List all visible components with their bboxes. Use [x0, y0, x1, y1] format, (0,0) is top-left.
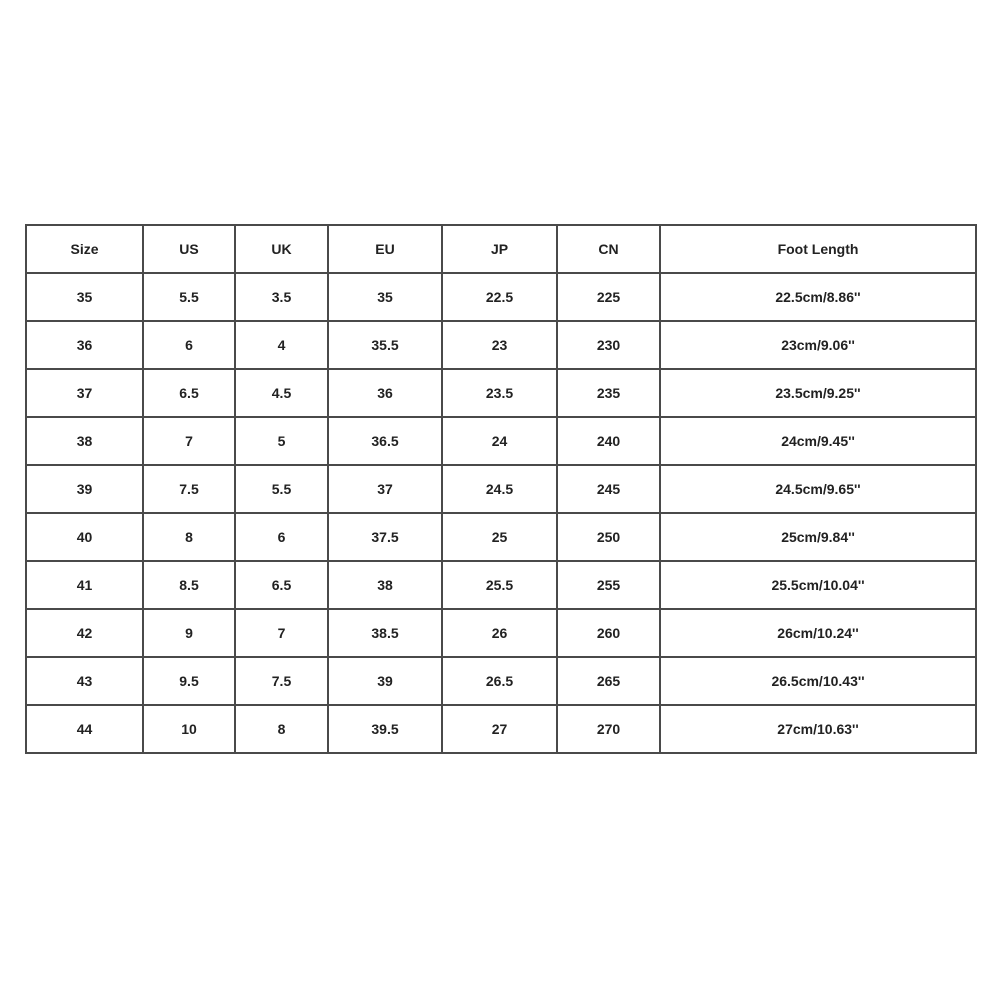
cell-us: 9.5	[143, 657, 235, 705]
cell-size: 44	[26, 705, 143, 753]
cell-eu: 35.5	[328, 321, 442, 369]
cell-eu: 39.5	[328, 705, 442, 753]
cell-cn: 260	[557, 609, 660, 657]
header-cn: CN	[557, 225, 660, 273]
cell-uk: 8	[235, 705, 328, 753]
cell-eu: 36.5	[328, 417, 442, 465]
cell-cn: 230	[557, 321, 660, 369]
cell-uk: 3.5	[235, 273, 328, 321]
cell-foot-length: 26.5cm/10.43''	[660, 657, 976, 705]
cell-us: 5.5	[143, 273, 235, 321]
cell-cn: 245	[557, 465, 660, 513]
table-row	[26, 465, 976, 513]
cell-jp: 23	[442, 321, 557, 369]
cell-us: 9	[143, 609, 235, 657]
cell-cn: 255	[557, 561, 660, 609]
cell-jp: 26.5	[442, 657, 557, 705]
size-chart-table	[25, 224, 977, 754]
table-row	[26, 369, 976, 417]
cell-us: 8	[143, 513, 235, 561]
cell-jp: 22.5	[442, 273, 557, 321]
cell-size: 36	[26, 321, 143, 369]
header-row	[26, 225, 976, 273]
cell-us: 6.5	[143, 369, 235, 417]
cell-cn: 225	[557, 273, 660, 321]
header-uk: UK	[235, 225, 328, 273]
cell-cn: 240	[557, 417, 660, 465]
table-row	[26, 513, 976, 561]
table-row	[26, 657, 976, 705]
cell-jp: 25.5	[442, 561, 557, 609]
table-row	[26, 609, 976, 657]
cell-cn: 250	[557, 513, 660, 561]
cell-eu: 36	[328, 369, 442, 417]
cell-eu: 38.5	[328, 609, 442, 657]
header-foot-length: Foot Length	[660, 225, 976, 273]
cell-eu: 37	[328, 465, 442, 513]
table-body	[26, 273, 976, 753]
table-row	[26, 321, 976, 369]
cell-uk: 4.5	[235, 369, 328, 417]
table-row	[26, 561, 976, 609]
cell-foot-length: 25.5cm/10.04''	[660, 561, 976, 609]
cell-uk: 4	[235, 321, 328, 369]
table-header	[26, 225, 976, 273]
cell-uk: 6	[235, 513, 328, 561]
cell-uk: 7	[235, 609, 328, 657]
cell-foot-length: 22.5cm/8.86''	[660, 273, 976, 321]
cell-size: 43	[26, 657, 143, 705]
cell-jp: 23.5	[442, 369, 557, 417]
cell-us: 7.5	[143, 465, 235, 513]
cell-cn: 265	[557, 657, 660, 705]
cell-foot-length: 23cm/9.06''	[660, 321, 976, 369]
cell-jp: 25	[442, 513, 557, 561]
cell-jp: 24.5	[442, 465, 557, 513]
cell-cn: 235	[557, 369, 660, 417]
cell-uk: 5.5	[235, 465, 328, 513]
cell-cn: 270	[557, 705, 660, 753]
header-size: Size	[26, 225, 143, 273]
cell-foot-length: 26cm/10.24''	[660, 609, 976, 657]
cell-uk: 5	[235, 417, 328, 465]
cell-foot-length: 27cm/10.63''	[660, 705, 976, 753]
cell-jp: 27	[442, 705, 557, 753]
cell-size: 38	[26, 417, 143, 465]
cell-jp: 24	[442, 417, 557, 465]
cell-foot-length: 23.5cm/9.25''	[660, 369, 976, 417]
header-eu: EU	[328, 225, 442, 273]
cell-foot-length: 25cm/9.84''	[660, 513, 976, 561]
cell-size: 41	[26, 561, 143, 609]
cell-us: 10	[143, 705, 235, 753]
cell-us: 6	[143, 321, 235, 369]
cell-size: 37	[26, 369, 143, 417]
cell-foot-length: 24cm/9.45''	[660, 417, 976, 465]
cell-size: 42	[26, 609, 143, 657]
cell-eu: 35	[328, 273, 442, 321]
cell-uk: 7.5	[235, 657, 328, 705]
cell-us: 8.5	[143, 561, 235, 609]
table-row	[26, 273, 976, 321]
cell-uk: 6.5	[235, 561, 328, 609]
cell-us: 7	[143, 417, 235, 465]
cell-eu: 38	[328, 561, 442, 609]
header-us: US	[143, 225, 235, 273]
cell-eu: 39	[328, 657, 442, 705]
cell-jp: 26	[442, 609, 557, 657]
cell-size: 40	[26, 513, 143, 561]
cell-foot-length: 24.5cm/9.65''	[660, 465, 976, 513]
cell-size: 35	[26, 273, 143, 321]
table-row	[26, 417, 976, 465]
cell-eu: 37.5	[328, 513, 442, 561]
header-jp: JP	[442, 225, 557, 273]
cell-size: 39	[26, 465, 143, 513]
table-row	[26, 705, 976, 753]
